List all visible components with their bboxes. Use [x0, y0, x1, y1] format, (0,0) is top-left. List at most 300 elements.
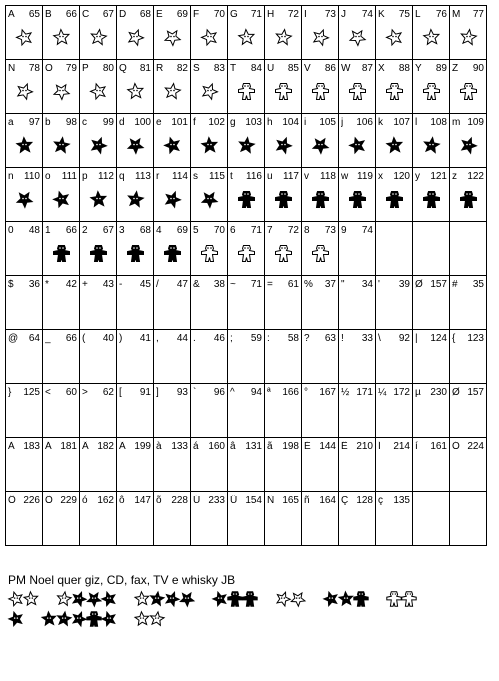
glyph-preview	[200, 136, 219, 155]
cell-character: Ô	[8, 495, 16, 506]
cell-code: 112	[98, 171, 114, 182]
cell-code: 69	[176, 225, 188, 236]
cell-label	[193, 441, 225, 453]
white-star-glyph-icon	[239, 30, 254, 45]
glyph-preview	[237, 190, 256, 209]
black-star-glyph-icon	[9, 612, 22, 626]
glyph-cell	[6, 6, 43, 60]
glyph-cell	[450, 330, 487, 384]
cell-character: o	[45, 171, 51, 182]
glyph-preview	[237, 82, 256, 101]
cell-code: 157	[467, 387, 484, 398]
white-gingerbread-man-glyph-icon	[202, 246, 218, 262]
cell-label	[230, 495, 262, 507]
cell-label	[230, 171, 262, 183]
cell-code: 183	[23, 441, 40, 452]
glyph-cell	[339, 168, 376, 222]
cell-label	[119, 9, 151, 21]
cell-label	[193, 225, 225, 237]
glyph-cell	[191, 276, 228, 330]
cell-label	[452, 441, 484, 453]
sample-glyph-line-2	[6, 609, 496, 629]
cell-character: l	[415, 117, 418, 128]
glyph-cell	[376, 114, 413, 168]
glyph-cell	[339, 6, 376, 60]
glyph-cell	[376, 492, 413, 546]
cell-code: 135	[393, 495, 410, 506]
cell-label	[378, 441, 410, 453]
black-gingerbread-man-glyph-icon	[313, 192, 329, 208]
glyph-cell	[450, 168, 487, 222]
glyph-preview	[274, 82, 293, 101]
glyph-preview	[163, 190, 182, 209]
cell-character: {	[452, 333, 456, 344]
glyph-preview	[52, 190, 71, 209]
glyph-cell	[43, 222, 80, 276]
black-gingerbread-man-glyph-icon	[239, 192, 255, 208]
glyph-cell	[117, 222, 154, 276]
black-star-glyph-icon	[54, 192, 69, 207]
glyph-cell	[413, 276, 450, 330]
glyph-cell	[302, 330, 339, 384]
white-star-glyph-icon	[54, 85, 69, 100]
cell-code: 77	[472, 9, 484, 20]
glyph-preview	[422, 82, 441, 101]
cell-character: L	[415, 9, 421, 20]
glyph-cell	[228, 384, 265, 438]
cell-character: E	[156, 9, 163, 20]
cell-label	[267, 333, 299, 345]
cell-label	[156, 171, 188, 183]
glyph-cell	[80, 276, 117, 330]
cell-label	[230, 441, 262, 453]
black-star-glyph-icon	[73, 592, 86, 606]
cell-code: 233	[208, 495, 225, 506]
cell-label	[230, 387, 262, 399]
cell-code: 109	[467, 117, 484, 128]
glyph-cell	[228, 168, 265, 222]
cell-code: 74	[361, 225, 373, 236]
white-star-glyph-icon	[9, 592, 22, 606]
white-gingerbread-man-glyph-icon	[387, 592, 401, 606]
cell-character: ~	[230, 279, 236, 290]
cell-character: $	[8, 279, 14, 290]
cell-character: !	[341, 333, 344, 344]
cell-code: 100	[134, 117, 151, 128]
glyph-cell	[117, 438, 154, 492]
glyph-preview	[274, 28, 293, 47]
glyph-cell	[413, 114, 450, 168]
cell-character: a	[8, 117, 14, 128]
glyph-cell	[302, 276, 339, 330]
cell-code: 85	[287, 63, 299, 74]
white-star-glyph-icon	[24, 592, 38, 605]
glyph-cell	[302, 60, 339, 114]
cell-code: 81	[139, 63, 151, 74]
cell-code: 99	[102, 117, 114, 128]
cell-label	[452, 171, 484, 183]
cell-label	[156, 387, 188, 399]
glyph-preview	[348, 190, 367, 209]
cell-code: 88	[398, 63, 410, 74]
glyph-preview	[274, 136, 293, 155]
character-map-grid	[5, 5, 487, 546]
cell-label	[45, 279, 77, 291]
cell-code: 33	[361, 333, 373, 344]
cell-label	[156, 117, 188, 129]
glyph-preview	[385, 136, 404, 155]
cell-code: 71	[250, 279, 262, 290]
glyph-cell	[265, 168, 302, 222]
cell-label	[341, 441, 373, 453]
glyph-cell	[80, 222, 117, 276]
cell-label	[267, 225, 299, 237]
cell-character: %	[304, 279, 313, 290]
glyph-cell	[265, 330, 302, 384]
cell-label	[82, 117, 114, 129]
cell-character: Ó	[452, 441, 460, 452]
cell-character: #	[452, 279, 458, 290]
cell-code: 66	[65, 225, 77, 236]
cell-character: Í	[378, 441, 381, 452]
cell-character: <	[45, 387, 51, 398]
cell-code: 82	[176, 63, 188, 74]
cell-character: \	[378, 333, 381, 344]
cell-character: N	[8, 63, 16, 74]
cell-code: 79	[65, 63, 77, 74]
grid-row	[6, 384, 487, 438]
glyph-cell	[228, 330, 265, 384]
cell-code: 123	[467, 333, 484, 344]
glyph-preview	[15, 28, 34, 47]
cell-label	[341, 495, 373, 507]
black-star-glyph-icon	[202, 193, 217, 208]
cell-label	[304, 387, 336, 399]
black-gingerbread-man-glyph-icon	[243, 592, 257, 606]
glyph-cell	[339, 492, 376, 546]
glyph-preview	[163, 136, 182, 155]
glyph-preview	[163, 82, 182, 101]
glyph-cell	[376, 6, 413, 60]
glyph-cell	[191, 60, 228, 114]
cell-code: 119	[357, 171, 373, 182]
cell-character: `	[193, 387, 197, 398]
glyph-cell	[6, 438, 43, 492]
cell-code: 94	[250, 387, 262, 398]
cell-character: _	[45, 333, 51, 344]
sample-pangram: PM Noel quer giz, CD, fax, TV e whisky JB	[8, 573, 236, 587]
glyph-cell	[339, 438, 376, 492]
cell-code: 68	[139, 225, 151, 236]
cell-code: 46	[213, 333, 225, 344]
glyph-cell	[6, 492, 43, 546]
cell-label	[230, 9, 262, 21]
glyph-cell	[228, 222, 265, 276]
glyph-cell	[450, 276, 487, 330]
cell-character: h	[267, 117, 273, 128]
cell-code: 98	[65, 117, 77, 128]
glyph-cell	[450, 492, 487, 546]
glyph-cell	[450, 114, 487, 168]
cell-code: 39	[398, 279, 410, 290]
cell-character: À	[8, 441, 15, 452]
glyph-cell	[43, 168, 80, 222]
cell-character: e	[156, 117, 162, 128]
cell-character: >	[82, 387, 88, 398]
cell-code: 35	[472, 279, 484, 290]
glyph-cell	[80, 114, 117, 168]
cell-code: 199	[134, 441, 151, 452]
cell-character: 0	[8, 225, 14, 236]
glyph-preview	[200, 244, 219, 263]
glyph-cell	[80, 60, 117, 114]
glyph-cell	[6, 384, 43, 438]
cell-label	[415, 495, 447, 507]
cell-code: 65	[28, 9, 40, 20]
cell-label	[119, 279, 151, 291]
cell-label	[304, 63, 336, 75]
cell-label	[193, 171, 225, 183]
cell-character: j	[341, 117, 344, 128]
glyph-cell	[191, 492, 228, 546]
cell-character: f	[193, 117, 196, 128]
glyph-cell	[265, 384, 302, 438]
glyph-preview	[89, 190, 108, 209]
glyph-preview	[200, 82, 219, 101]
cell-label	[304, 495, 336, 507]
glyph-cell	[117, 114, 154, 168]
cell-character: "	[341, 279, 345, 290]
cell-label	[193, 63, 225, 75]
glyph-preview	[52, 244, 71, 263]
cell-label	[82, 441, 114, 453]
cell-label	[230, 117, 262, 129]
cell-character: C	[82, 9, 90, 20]
cell-character: õ	[156, 495, 162, 506]
glyph-cell	[450, 222, 487, 276]
cell-code: 171	[356, 387, 373, 398]
cell-label	[156, 63, 188, 75]
white-star-glyph-icon	[203, 84, 218, 99]
black-star-glyph-icon	[151, 592, 165, 605]
cell-character: n	[8, 171, 14, 182]
cell-label	[8, 225, 40, 237]
cell-character: k	[378, 117, 383, 128]
cell-label	[156, 225, 188, 237]
cell-code: 80	[102, 63, 114, 74]
cell-code: 198	[282, 441, 299, 452]
cell-code: 161	[430, 441, 447, 452]
cell-label	[8, 63, 40, 75]
glyph-cell	[265, 6, 302, 60]
cell-label	[119, 117, 151, 129]
cell-character: 3	[119, 225, 125, 236]
cell-label	[45, 225, 77, 237]
sample-glyph-line-1	[6, 589, 496, 609]
cell-label	[8, 333, 40, 345]
glyph-cell	[413, 492, 450, 546]
grid-row	[6, 6, 487, 60]
glyph-cell	[302, 168, 339, 222]
cell-code: 78	[28, 63, 40, 74]
glyph-cell	[117, 492, 154, 546]
cell-character: Ü	[230, 495, 238, 506]
cell-label	[8, 387, 40, 399]
cell-character: s	[193, 171, 198, 182]
cell-code: 133	[171, 441, 188, 452]
white-star-glyph-icon	[135, 592, 149, 605]
cell-label	[45, 63, 77, 75]
cell-code: 93	[176, 387, 188, 398]
cell-character: É	[304, 441, 311, 452]
cell-character: R	[156, 63, 164, 74]
cell-label	[415, 279, 447, 291]
cell-character: á	[193, 441, 199, 452]
cell-code: 106	[356, 117, 373, 128]
glyph-preview	[311, 82, 330, 101]
cell-character: 6	[230, 225, 236, 236]
cell-character: x	[378, 171, 383, 182]
black-gingerbread-man-glyph-icon	[350, 192, 366, 208]
cell-character: ª	[267, 387, 271, 398]
cell-label	[156, 441, 188, 453]
cell-character: g	[230, 117, 236, 128]
cell-label	[230, 279, 262, 291]
cell-character: ã	[267, 441, 273, 452]
cell-code: 64	[28, 333, 40, 344]
cell-character: (	[82, 333, 86, 344]
glyph-cell	[413, 438, 450, 492]
glyph-cell	[450, 60, 487, 114]
glyph-preview	[15, 136, 34, 155]
black-star-glyph-icon	[92, 138, 107, 153]
glyph-cell	[265, 60, 302, 114]
cell-character: Q	[119, 63, 127, 74]
glyph-cell	[154, 438, 191, 492]
cell-code: 165	[282, 495, 299, 506]
white-star-glyph-icon	[314, 30, 329, 45]
cell-label	[230, 225, 262, 237]
cell-label	[45, 117, 77, 129]
cell-character: Ø	[452, 387, 460, 398]
black-gingerbread-man-glyph-icon	[354, 592, 368, 606]
cell-character: F	[193, 9, 200, 20]
glyph-cell	[6, 60, 43, 114]
cell-code: 92	[398, 333, 410, 344]
cell-character: m	[452, 117, 461, 128]
cell-character: ]	[156, 387, 159, 398]
cell-label	[156, 495, 188, 507]
cell-label	[156, 279, 188, 291]
glyph-cell	[376, 60, 413, 114]
cell-label	[304, 333, 336, 345]
cell-label	[304, 441, 336, 453]
cell-label	[341, 333, 373, 345]
black-gingerbread-man-glyph-icon	[165, 246, 181, 262]
glyph-preview	[126, 190, 145, 209]
cell-label	[378, 387, 410, 399]
glyph-preview	[385, 28, 404, 47]
cell-code: 125	[23, 387, 40, 398]
cell-code: 69	[176, 9, 188, 20]
glyph-cell	[339, 276, 376, 330]
cell-label	[415, 9, 447, 21]
cell-label	[230, 63, 262, 75]
cell-label	[341, 171, 373, 183]
cell-character: Z	[452, 63, 459, 74]
black-star-glyph-icon	[165, 138, 180, 153]
cell-label	[119, 63, 151, 75]
cell-label	[82, 333, 114, 345]
glyph-preview	[237, 244, 256, 263]
cell-code: 37	[324, 279, 336, 290]
glyph-cell	[6, 168, 43, 222]
grid-row	[6, 492, 487, 546]
white-gingerbread-man-glyph-icon	[461, 84, 477, 100]
glyph-cell	[413, 384, 450, 438]
glyph-cell	[154, 222, 191, 276]
cell-code: 167	[319, 387, 336, 398]
glyph-cell	[413, 168, 450, 222]
glyph-cell	[339, 330, 376, 384]
glyph-preview	[459, 28, 478, 47]
cell-code: 40	[102, 333, 114, 344]
cell-label	[119, 387, 151, 399]
black-star-glyph-icon	[202, 138, 217, 153]
glyph-preview	[274, 244, 293, 263]
cell-character: |	[415, 333, 418, 344]
cell-code: 210	[356, 441, 373, 452]
glyph-cell	[117, 6, 154, 60]
black-gingerbread-man-glyph-icon	[87, 612, 101, 626]
glyph-preview	[89, 136, 108, 155]
cell-label	[378, 9, 410, 21]
cell-label	[304, 225, 336, 237]
black-star-glyph-icon	[339, 592, 353, 605]
cell-code: 42	[65, 279, 77, 290]
cell-label	[45, 387, 77, 399]
cell-code: 43	[102, 279, 114, 290]
cell-label	[193, 333, 225, 345]
cell-code: 114	[172, 171, 188, 182]
glyph-cell	[265, 114, 302, 168]
cell-character: 1	[45, 225, 51, 236]
cell-character: t	[230, 171, 233, 182]
cell-label	[415, 387, 447, 399]
glyph-cell	[265, 492, 302, 546]
glyph-preview	[311, 28, 330, 47]
cell-label	[82, 387, 114, 399]
black-gingerbread-man-glyph-icon	[387, 192, 403, 208]
cell-code: 60	[65, 387, 77, 398]
glyph-preview	[311, 136, 330, 155]
black-gingerbread-man-glyph-icon	[54, 246, 70, 262]
cell-character: :	[267, 333, 270, 344]
glyph-preview	[200, 28, 219, 47]
glyph-cell	[376, 330, 413, 384]
glyph-preview	[126, 136, 145, 155]
cell-label	[378, 333, 410, 345]
black-star-glyph-icon	[87, 593, 101, 606]
cell-character: µ	[415, 387, 421, 398]
cell-label	[452, 9, 484, 21]
cell-code: 91	[139, 387, 151, 398]
cell-code: 164	[319, 495, 336, 506]
glyph-cell	[117, 276, 154, 330]
cell-label	[230, 333, 262, 345]
glyph-cell	[80, 168, 117, 222]
glyph-cell	[43, 384, 80, 438]
